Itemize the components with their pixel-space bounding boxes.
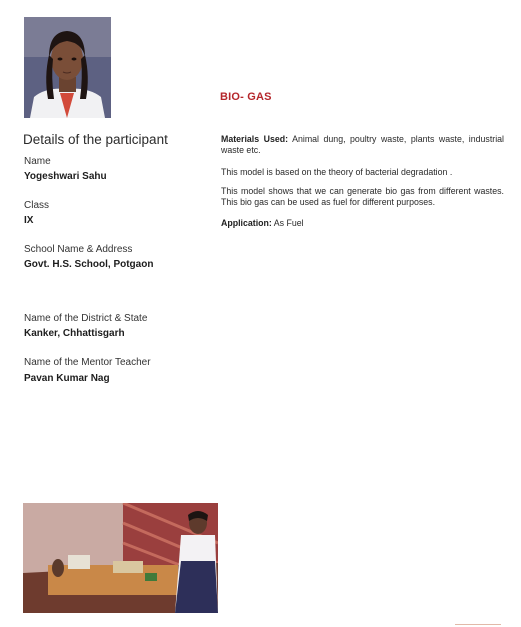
participant-details-heading: Details of the participant: [23, 132, 168, 147]
name-label: Name: [24, 156, 51, 167]
class-value: IX: [24, 215, 34, 226]
purpose-paragraph: This model shows that we can generate bio gas from different wastes. This bio gas can be used as fuel for different purposes.: [221, 186, 504, 207]
name-value: Yogeshwari Sahu: [24, 171, 107, 182]
materials-text: Animal dung, poultry waste, plants waste, industrial waste etc.: [221, 134, 504, 155]
exhibit-photo: [23, 503, 218, 613]
theory-paragraph: This model is based on the theory of bacterial degradation .: [221, 167, 453, 177]
materials-label: Materials Used:: [221, 134, 289, 144]
mentor-value: Pavan Kumar Nag: [24, 373, 110, 384]
application-label: Application:: [221, 218, 272, 228]
school-value: Govt. H.S. School, Potgaon: [24, 259, 154, 270]
district-label: Name of the District & State: [24, 313, 148, 324]
project-title: BIO- GAS: [220, 91, 272, 103]
school-label: School Name & Address: [24, 244, 133, 255]
application-text: As Fuel: [273, 218, 304, 228]
class-label: Class: [24, 200, 50, 211]
footer-divider: [455, 624, 501, 625]
application-paragraph: [221, 218, 504, 229]
district-value: Kanker, Chhattisgarh: [24, 328, 125, 339]
mentor-label: Name of the Mentor Teacher: [24, 357, 151, 368]
participant-portrait-photo: [24, 17, 111, 118]
materials-paragraph: [221, 134, 504, 156]
